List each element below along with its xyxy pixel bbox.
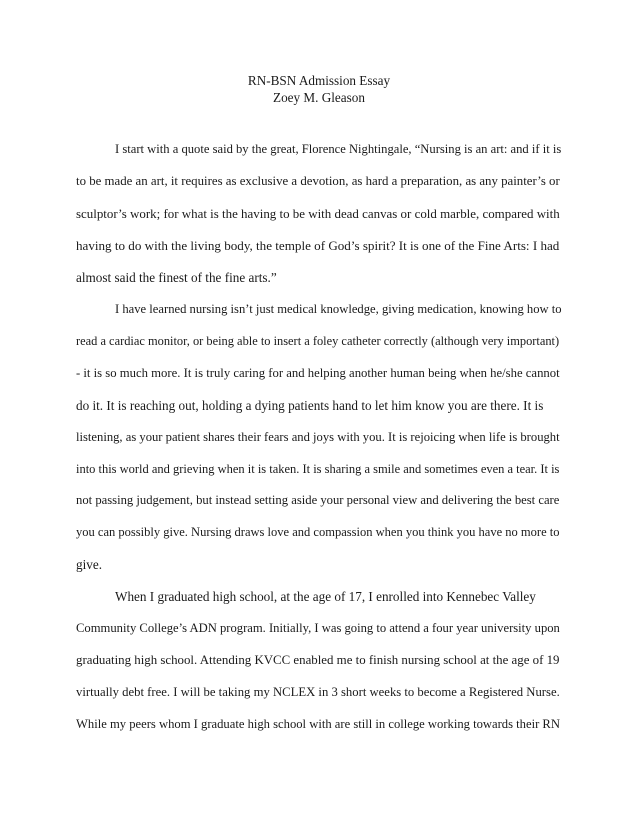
document-author: Zoey M. Gleason [273, 90, 365, 105]
paragraph [76, 581, 562, 741]
text-line: Community College’s ADN program. Initially, I was going to attend a four year university upon [76, 621, 560, 636]
text-line: listening, as your patient shares their fears and joys with you. It is rejoicing when life is brought [76, 429, 560, 444]
text-line: read a cardiac monitor, or being able to insert a foley catheter correctly (although very important) [76, 333, 560, 348]
document-title: RN-BSN Admission Essay [247, 73, 391, 88]
text-line: When I graduated high school, at the age of 17, I enrolled into Kennebec Valley [115, 589, 536, 605]
document-body [76, 134, 562, 741]
text-line: - it is so much more. It is truly caring for and helping another human being when he/she cannot [76, 365, 560, 380]
text-line: you can possibly give. Nursing draws love and compassion when you think you have no more to [76, 525, 560, 540]
text-line: give. [76, 557, 103, 573]
text-line: While my peers whom I graduate high school with are still in college working towards their RN [76, 717, 560, 732]
text-line: almost said the finest of the fine arts.” [76, 269, 277, 285]
text-line: having to do with the living body, the temple of God’s spirit? It is one of the Fine Arts: I had [76, 237, 560, 253]
text-line: not passing judgement, but instead setting aside your personal view and delivering the best care [76, 493, 560, 508]
text-line: I have learned nursing isn’t just medical knowledge, giving medication, knowing how to [115, 301, 562, 316]
text-line: sculptor’s work; for what is the having to be with dead canvas or cold marble, compared with [76, 205, 560, 221]
text-line: graduating high school. Attending KVCC enabled me to finish nursing school at the age of 19 [76, 653, 560, 668]
text-line: I start with a quote said by the great, Florence Nightingale, “Nursing is an art: and if it is [115, 142, 562, 156]
text-line: virtually debt free. I will be taking my NCLEX in 3 short weeks to become a Registered Nurse. [76, 685, 560, 700]
paragraph [76, 294, 562, 582]
text-line: into this world and grieving when it is taken. It is sharing a smile and sometimes even a tear. It is [76, 461, 560, 476]
text-line: do it. It is reaching out, holding a dying patients hand to let him know you are there. It is [76, 397, 544, 413]
text-line: to be made an art, it requires as exclusive a devotion, as hard a preparation, as any painter’s or [76, 173, 560, 188]
paragraph [76, 134, 562, 294]
